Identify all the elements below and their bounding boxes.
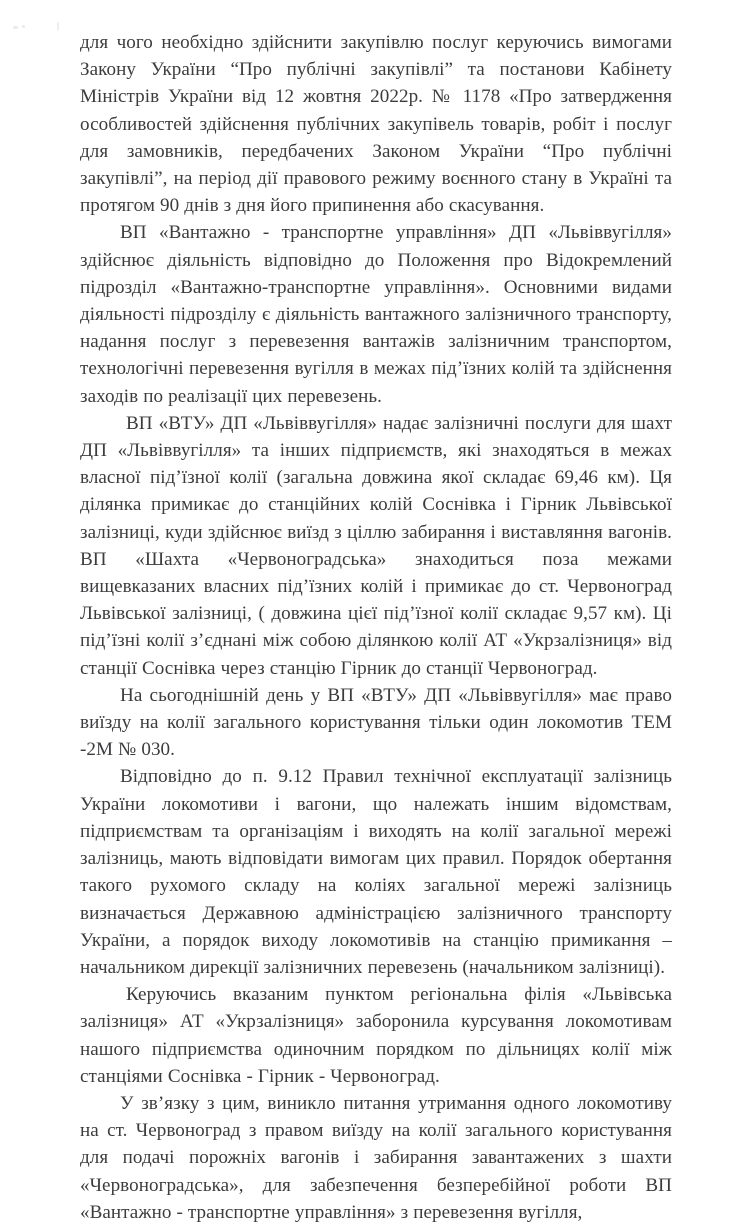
scan-artifact-speck — [22, 25, 25, 28]
paragraph-1: для чого необхідно здійснити закупівлю послуг керуючись вимогами Закону України “Про публічні закупівлі” та постанови Кабінету Міністрів України від 12 жовтня 2022р. № 1178 «Про затвердження особливостей здійснення публічних закупівель товарів, робіт і послуг для замовників, передбачених Законом України “Про публічні закупівлі”, на період дії правового режиму воєнного стану в Україні та протягом 90 днів з дня його припинення або скасування. — [80, 32, 672, 217]
paragraph-5: Відповідно до п. 9.12 Правил технічної експлуатації залізниць України локомотиви і вагони, що належать іншим відомствам, підприємствам та організаціям і виходять на колії загальної мережі залізниць, мають відповідати вимогам цих правил. Порядок обертання такого рухомого складу на коліях загальної мережі залізниць визначається Державною адміністрацією залізничного транспорту України, а порядок виходу локомотивів на станцію примикання – начальником дирекції залізничних перевезень (начальником залізниці). — [80, 766, 672, 978]
scan-artifact-speck — [57, 22, 59, 31]
paragraph-6: Керуючись вказаним пунктом регіональна філія «Львівська залізниця» АТ «Укрзалізниця» заборонила курсування локомотивам нашого підприємства одиночним порядком по дільницях колії між станціями Соснівка - Гірник - Червоноград. — [80, 984, 672, 1087]
paragraph-2: ВП «Вантажно - транспортне управління» ДП «Львіввугілля» здійснює діяльність відповідно до Положення про Відокремлений підрозділ «Вантажно-транспортне управління». Основними видами діяльності підрозділу є діяльність вантажного залізничного транспорту, надання послуг з перевезення вантажів залізничним транспортом, технологічні перевезення вугілля в межах під’їзних колій та здійснення заходів по реалізації цих перевезень. — [80, 222, 672, 407]
scan-artifact-speck — [13, 26, 18, 29]
paragraph-7: У зв’язку з цим, виникло питання утримання одного локомотиву на ст. Червоноград з правом виїзду на колії загального користування для подачі порожніх вагонів і забирання завантажених з шахти «Червоноградська», для забезпечення безперебійної роботи ВП «Вантажно - транспортне управління» з перевезення вугілля, — [80, 1092, 672, 1223]
document-text-body — [80, 29, 672, 1226]
paragraph-4: На сьогоднішній день у ВП «ВТУ» ДП «Львіввугілля» має право виїзду на колії загального користування тільки один локомотив ТЕМ -2М № 030. — [80, 684, 672, 761]
paragraph-3: ВП «ВТУ» ДП «Львіввугілля» надає залізничні послуги для шахт ДП «Львіввугілля» та інших підприємств, які знаходяться в межах власної під’їзної колії (загальна довжина якої складає 69,46 км). Ця ділянка примикає до станційних колій Соснівка і Гірник Львівської залізниці, куди здійснює виїзд з ціллю забирання і виставляння вагонів. ВП «Шахта «Червоноградська» знаходиться поза межами вищевказаних власних під’їзних колій і примикає до ст. Червоноград Львівської залізниці, ( довжина цієї під’їзної колії складає 9,57 км). Ці під’їзні колії з’єднані між собою ділянкою колії АТ «Укрзалізниця» від станції Соснівка через станцію Гірник до станції Червоноград. — [80, 412, 672, 679]
